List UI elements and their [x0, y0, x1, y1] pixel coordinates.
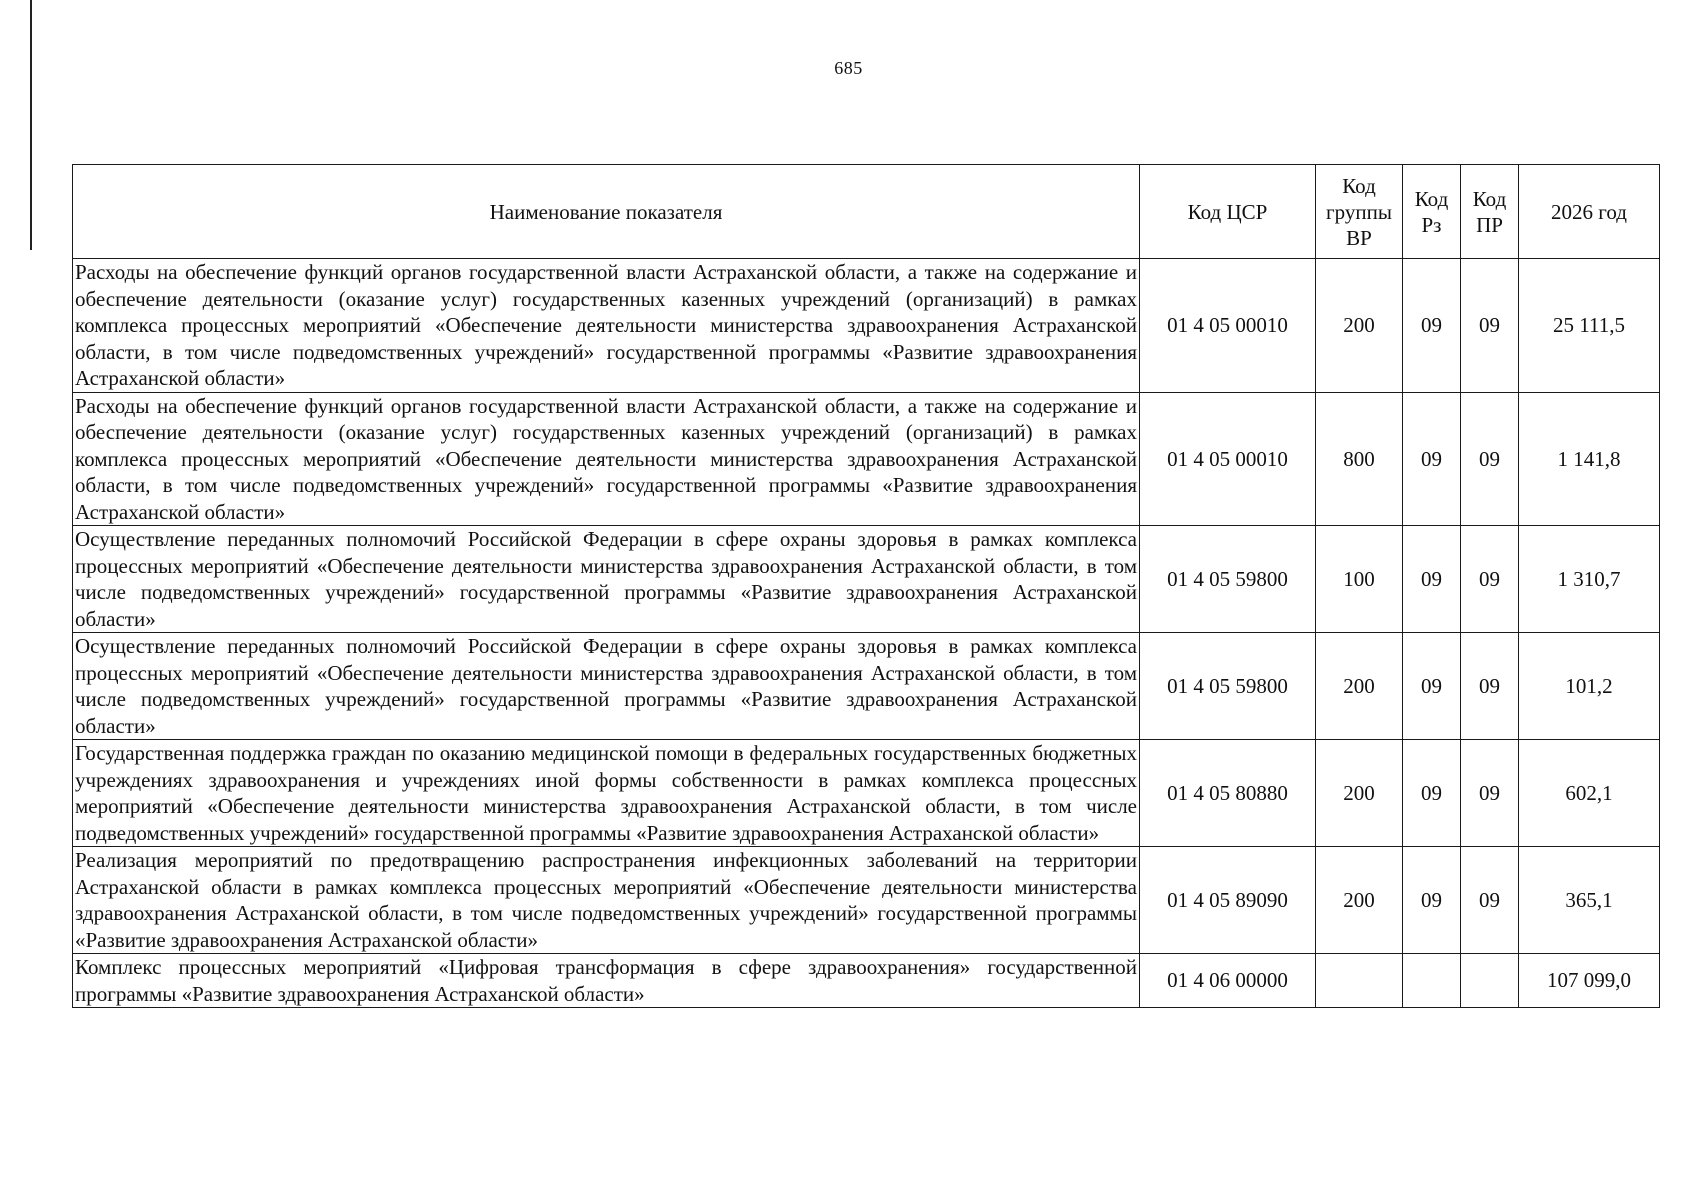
row-name: Государственная поддержка граждан по оказанию медицинской помощи в федеральных государственных бюджетных учреждениях здравоохранения и учреждениях иной формы собственности в рамках комплекса процессных мероприятий «Обеспечение деятельности министерства здравоохранения Астраханской области, в том числе подведомственных учреждений» государственной программы «Развитие здравоохранения Астраханской области»: [73, 740, 1140, 847]
table-row: [73, 740, 1660, 847]
table-header: [73, 165, 1660, 259]
row-name: Расходы на обеспечение функций органов государственной власти Астраханской области, а также на содержание и обеспечение деятельности (оказание услуг) государственных казенных учреждений (организаций) в рамках комплекса процессных мероприятий «Обеспечение деятельности министерства здравоохранения Астраханской области, в том числе подведомственных учреждений» государственной программы «Развитие здравоохранения Астраханской области»: [73, 392, 1140, 526]
row-pr: 09: [1461, 633, 1519, 740]
header-rz: Код Рз: [1403, 165, 1461, 259]
row-rz: 09: [1403, 259, 1461, 393]
row-csr: 01 4 05 89090: [1140, 847, 1316, 954]
row-amount: 602,1: [1519, 740, 1660, 847]
row-csr: 01 4 05 00010: [1140, 392, 1316, 526]
table-row: [73, 392, 1660, 526]
row-amount: 1 310,7: [1519, 526, 1660, 633]
row-name: Комплекс процессных мероприятий «Цифровая трансформация в сфере здравоохранения» государственной программы «Развитие здравоохранения Астраханской области»: [73, 954, 1140, 1008]
table-row: [73, 259, 1660, 393]
header-amount: 2026 год: [1519, 165, 1660, 259]
row-rz: [1403, 954, 1461, 1008]
table-row: [73, 526, 1660, 633]
row-pr: 09: [1461, 392, 1519, 526]
row-name: Осуществление переданных полномочий Российской Федерации в сфере охраны здоровья в рамках комплекса процессных мероприятий «Обеспечение деятельности министерства здравоохранения Астраханской области, в том числе подведомственных учреждений» государственной программы «Развитие здравоохранения Астраханской области»: [73, 633, 1140, 740]
row-vr: 800: [1316, 392, 1403, 526]
row-name: Реализация мероприятий по предотвращению распространения инфекционных заболеваний на территории Астраханской области в рамках комплекса процессных мероприятий «Обеспечение деятельности министерства здравоохранения Астраханской области, в том числе подведомственных учреждений» государственной программы «Развитие здравоохранения Астраханской области»: [73, 847, 1140, 954]
row-amount: 25 111,5: [1519, 259, 1660, 393]
row-pr: 09: [1461, 847, 1519, 954]
page-number: 685: [834, 58, 863, 78]
row-vr: 200: [1316, 847, 1403, 954]
row-amount: 1 141,8: [1519, 392, 1660, 526]
row-vr: 200: [1316, 633, 1403, 740]
row-rz: 09: [1403, 740, 1461, 847]
budget-table: [72, 164, 1660, 1008]
row-csr: 01 4 05 80880: [1140, 740, 1316, 847]
row-csr: 01 4 05 00010: [1140, 259, 1316, 393]
row-vr: 100: [1316, 526, 1403, 633]
row-rz: 09: [1403, 633, 1461, 740]
header-name: Наименование показателя: [73, 165, 1140, 259]
row-amount: 107 099,0: [1519, 954, 1660, 1008]
row-vr: 200: [1316, 740, 1403, 847]
binding-margin-line: [30, 0, 32, 250]
row-rz: 09: [1403, 526, 1461, 633]
header-vr: Код группы ВР: [1316, 165, 1403, 259]
row-pr: 09: [1461, 259, 1519, 393]
row-csr: 01 4 05 59800: [1140, 526, 1316, 633]
row-name: Расходы на обеспечение функций органов государственной власти Астраханской области, а также на содержание и обеспечение деятельности (оказание услуг) государственных казенных учреждений (организаций) в рамках комплекса процессных мероприятий «Обеспечение деятельности министерства здравоохранения Астраханской области, в том числе подведомственных учреждений» государственной программы «Развитие здравоохранения Астраханской области»: [73, 259, 1140, 393]
row-pr: [1461, 954, 1519, 1008]
row-rz: 09: [1403, 392, 1461, 526]
table-row: [73, 954, 1660, 1008]
row-rz: 09: [1403, 847, 1461, 954]
row-csr: 01 4 05 59800: [1140, 633, 1316, 740]
header-pr: Код ПР: [1461, 165, 1519, 259]
table-row: [73, 847, 1660, 954]
row-amount: 101,2: [1519, 633, 1660, 740]
table-body: [73, 259, 1660, 1008]
row-pr: 09: [1461, 740, 1519, 847]
row-vr: [1316, 954, 1403, 1008]
row-pr: 09: [1461, 526, 1519, 633]
row-amount: 365,1: [1519, 847, 1660, 954]
row-vr: 200: [1316, 259, 1403, 393]
table-row: [73, 633, 1660, 740]
header-csr: Код ЦСР: [1140, 165, 1316, 259]
row-name: Осуществление переданных полномочий Российской Федерации в сфере охраны здоровья в рамках комплекса процессных мероприятий «Обеспечение деятельности министерства здравоохранения Астраханской области, в том числе подведомственных учреждений» государственной программы «Развитие здравоохранения Астраханской области»: [73, 526, 1140, 633]
row-csr: 01 4 06 00000: [1140, 954, 1316, 1008]
